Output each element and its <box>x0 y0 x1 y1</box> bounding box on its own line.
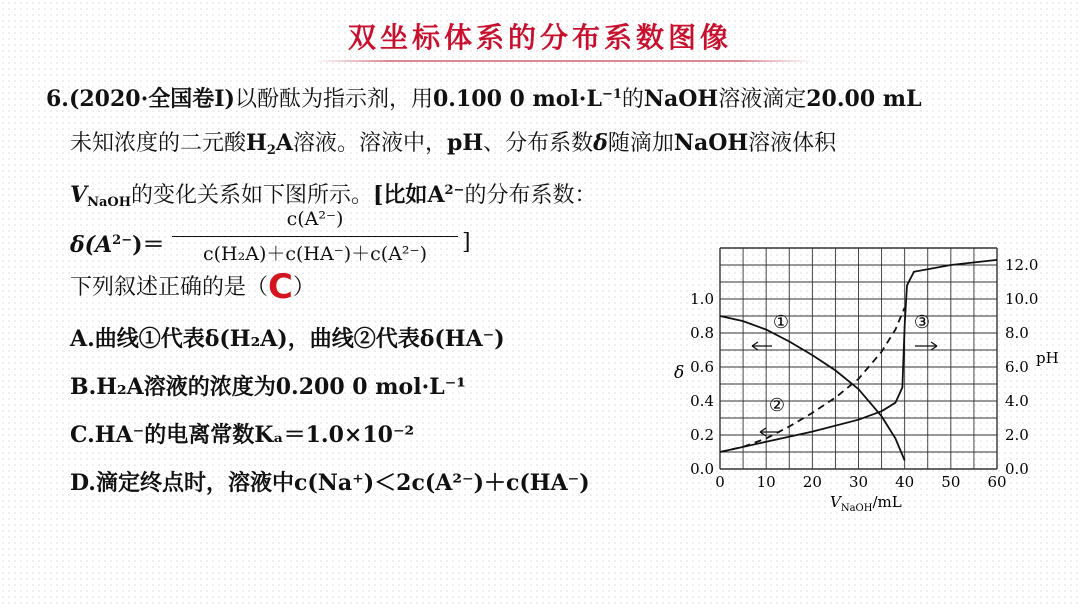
answer-mark: C <box>268 267 293 307</box>
formula-numerator: c(A²⁻) <box>286 208 344 230</box>
stem-close: ） <box>292 275 315 300</box>
y-right-tick-label: 0.0 <box>1005 460 1029 478</box>
y-left-tick-label: 0.2 <box>690 426 714 444</box>
x-tick-label: 20 <box>802 473 822 491</box>
q-a: A <box>275 130 293 156</box>
q-text: [比如 <box>373 182 428 208</box>
q-text: 随滴加 <box>607 131 674 156</box>
x-tick-label: 40 <box>895 473 915 491</box>
question-number: 6. <box>46 86 69 112</box>
y-left-axis-label: δ <box>674 363 685 383</box>
curve-label-2: ② <box>768 395 786 416</box>
q-conc: 0.100 0 mol·L <box>432 86 602 112</box>
y-right-axis-label: pH <box>1036 349 1059 367</box>
y-left-tick-label: 0.0 <box>690 460 714 478</box>
y-left-tick-label: 1.0 <box>690 290 714 308</box>
q-naoh: NaOH <box>673 130 749 156</box>
x-tick-label: 50 <box>941 473 961 491</box>
q-text: 溶液体积 <box>748 131 837 156</box>
q-text: 的 <box>621 87 644 112</box>
y-right-tick-label: 8.0 <box>1005 324 1029 342</box>
formula-eq: )＝ <box>132 232 165 258</box>
q-delta: δ <box>593 130 608 156</box>
y-left-tick-label: 0.4 <box>690 392 714 410</box>
q-charge: 2− <box>444 183 465 198</box>
x-tick-label: 0 <box>715 473 725 491</box>
question-source: (2020·全国卷Ⅰ) <box>68 86 235 112</box>
q-text: 、分布系数 <box>483 131 594 156</box>
arrow-right-curve-3 <box>915 342 937 350</box>
q-ph: pH <box>446 130 484 156</box>
q-naoh: NaOH <box>643 86 719 112</box>
x-axis-label: $V_{NaOH}/mL$ <box>830 493 902 514</box>
x-tick-label: 60 <box>987 473 1007 491</box>
q-text: 未知浓度的二元酸 <box>70 131 247 156</box>
page-title: 双坐标体系的分布系数图像 <box>347 21 732 54</box>
formula-bracket: ] <box>462 230 471 255</box>
option-c: C.HA⁻的电离常数Kₐ＝1.0×10⁻² <box>70 422 415 448</box>
y-right-tick-label: 4.0 <box>1005 392 1029 410</box>
arrow-left-curve-1 <box>752 342 772 350</box>
q-text: 溶液。溶液中， <box>292 131 447 156</box>
formula-delta: δ(A <box>70 232 113 258</box>
y-left-tick-label: 0.6 <box>690 358 714 376</box>
option-b: B.H₂A溶液的浓度为0.200 0 mol·L⁻¹ <box>70 374 466 400</box>
q-text: 的变化关系如下图所示。 <box>131 183 374 208</box>
y-right-tick-label: 10.0 <box>1005 290 1039 308</box>
option-a: A.曲线①代表δ(H₂A)，曲线②代表δ(HA⁻) <box>70 326 505 352</box>
q-vol: 20.00 mL <box>806 86 922 112</box>
option-d: D.滴定终点时，溶液中c(Na⁺)＜2c(A²⁻)＋c(HA⁻) <box>70 470 590 496</box>
curve-label-3: ③ <box>913 312 931 333</box>
q-text: 的分布系数： <box>464 183 597 208</box>
x-tick-label: 30 <box>848 473 869 491</box>
q-exp: −1 <box>601 87 622 102</box>
q-a2: A <box>427 182 445 208</box>
y-left-tick-label: 0.8 <box>690 324 714 342</box>
y-right-tick-label: 12.0 <box>1005 256 1039 274</box>
q-v-sub: NaOH <box>87 195 131 210</box>
x-tick-label: 10 <box>756 473 776 491</box>
q-text: 以酚酞为指示剂，用 <box>234 87 433 112</box>
q-v: V <box>70 182 88 208</box>
y-right-tick-label: 6.0 <box>1005 358 1029 376</box>
q-h: H <box>246 130 267 156</box>
q-sub: 2 <box>266 143 276 158</box>
q-text: 溶液滴定 <box>718 87 807 112</box>
y-right-tick-label: 2.0 <box>1005 426 1029 444</box>
stem-text: 下列叙述正确的是（ <box>70 275 269 300</box>
formula-charge: 2− <box>112 233 133 248</box>
curve-label-1: ① <box>772 312 790 333</box>
formula-denominator: c(H₂A)＋c(HA⁻)＋c(A²⁻) <box>203 243 427 265</box>
